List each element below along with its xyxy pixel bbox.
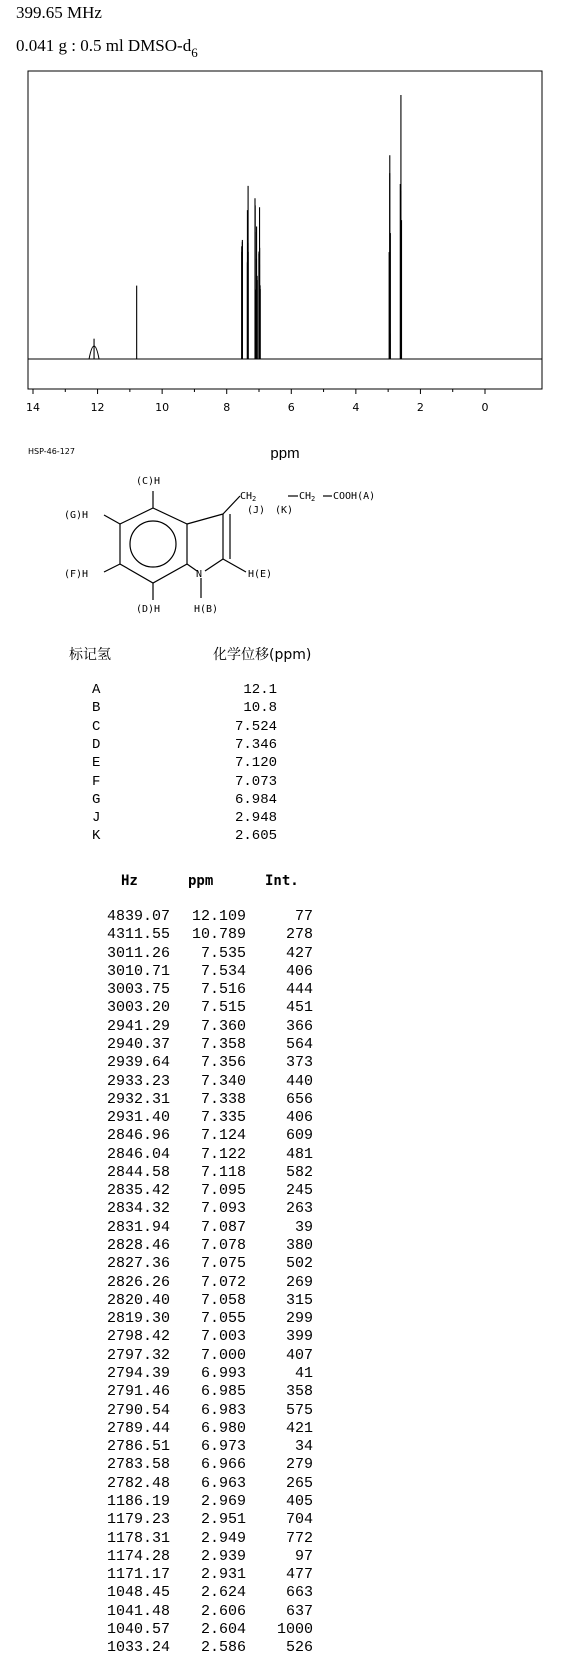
peak-int: 405	[285, 1492, 313, 1510]
peak-ppm: 6.966	[200, 1456, 246, 1474]
nmr-spectrum-chart	[0, 60, 570, 460]
peak-ppm: 6.973	[200, 1438, 246, 1456]
peak-row	[0, 1475, 570, 1493]
peak-int: 34	[294, 1438, 313, 1456]
peak-hz: 2846.96	[106, 1127, 170, 1145]
peak-header-hz: Hz	[121, 873, 138, 889]
peak-row	[0, 1511, 570, 1529]
peak-int: 637	[285, 1602, 313, 1620]
benzene-ring	[104, 491, 332, 600]
assignment-row	[0, 682, 570, 700]
peak-hz: 2782.48	[106, 1474, 170, 1492]
peak-ppm: 7.515	[200, 999, 246, 1017]
peak-int: 407	[285, 1346, 313, 1364]
peaks-layer	[89, 95, 401, 359]
peak-hz: 2941.29	[106, 1017, 170, 1035]
peak-ppm: 2.586	[200, 1639, 246, 1657]
peak-int: 451	[285, 999, 313, 1017]
peak-row	[0, 1127, 570, 1145]
peak-row	[0, 1328, 570, 1346]
peak-ppm: 2.951	[200, 1511, 246, 1529]
peak-row	[0, 1036, 570, 1054]
assignment-label: C	[92, 718, 101, 735]
peak-int: 373	[285, 1054, 313, 1072]
peak-row	[0, 1383, 570, 1401]
peak-hz: 2797.32	[106, 1346, 170, 1364]
peak-hz: 3003.75	[106, 981, 170, 999]
peak-int: 358	[285, 1383, 313, 1401]
peak-ppm: 2.969	[200, 1492, 246, 1510]
assignment-shift: 7.524	[234, 718, 277, 735]
peak-hz: 2931.40	[106, 1109, 170, 1127]
peak-row	[0, 1621, 570, 1639]
peak-ppm: 7.356	[200, 1054, 246, 1072]
peak-hz: 3010.71	[106, 962, 170, 980]
x-axis-label: ppm	[270, 445, 300, 460]
peak-row	[0, 981, 570, 999]
label-ch2-j: $CH_2$	[240, 491, 257, 503]
x-tick-label: 6	[287, 401, 295, 414]
peak-int: 265	[285, 1474, 313, 1492]
peak-int: 440	[285, 1072, 313, 1090]
peak-ppm: 7.000	[200, 1346, 246, 1364]
x-tick-label: 4	[352, 401, 360, 414]
assignment-label: E	[92, 755, 101, 772]
assignment-header-shift: 化学位移(ppm)	[213, 647, 312, 663]
molecular-structure	[60, 468, 390, 618]
label-h-b: H(B)	[194, 604, 219, 615]
peak-row	[0, 999, 570, 1017]
peak-int: 380	[285, 1237, 313, 1255]
assignment-label: D	[92, 736, 101, 753]
peak-int: 477	[285, 1566, 313, 1584]
peak-row	[0, 1073, 570, 1091]
assignment-label: B	[92, 700, 101, 717]
peak-ppm: 7.335	[200, 1109, 246, 1127]
peak-hz: 2790.54	[106, 1401, 170, 1419]
assignment-shift: 6.984	[234, 791, 277, 808]
peak-ppm: 7.087	[200, 1218, 246, 1236]
peak-int: 704	[285, 1511, 313, 1529]
x-tick-label: 10	[155, 401, 170, 414]
peak-ppm: 7.124	[200, 1127, 246, 1145]
peak-row	[0, 945, 570, 963]
peak-hz: 1041.48	[106, 1602, 170, 1620]
peak-ppm: 7.093	[200, 1200, 246, 1218]
peak-row	[0, 1274, 570, 1292]
peak-int: 582	[285, 1163, 313, 1181]
peak-ppm: 6.980	[200, 1419, 246, 1437]
assignment-row	[0, 810, 570, 828]
peak-row	[0, 1347, 570, 1365]
assignment-shift: 10.8	[243, 700, 277, 717]
peak-ppm: 6.963	[200, 1474, 246, 1492]
peak-hz: 2939.64	[106, 1054, 170, 1072]
peak-hz: 1179.23	[106, 1511, 170, 1529]
assignment-shift: 2.948	[234, 810, 277, 827]
x-tick-label: 0	[481, 401, 489, 414]
peak-int: 39	[294, 1218, 313, 1236]
assignment-shift: 7.120	[234, 755, 277, 772]
peak-int: 269	[285, 1273, 313, 1291]
peak-ppm: 7.078	[200, 1237, 246, 1255]
peak-hz: 1171.17	[106, 1566, 170, 1584]
peak-int: 575	[285, 1401, 313, 1419]
assignment-shift: 12.1	[243, 682, 277, 698]
peak-hz: 2828.46	[106, 1237, 170, 1255]
peak-hz: 2819.30	[106, 1310, 170, 1328]
peak-row	[0, 1255, 570, 1273]
peak-hz: 2932.31	[106, 1090, 170, 1108]
peak-ppm: 6.993	[200, 1365, 246, 1382]
peak-row	[0, 1566, 570, 1584]
peak-int: 97	[294, 1547, 313, 1565]
label-h-f: (F)H	[64, 569, 89, 580]
assignment-label: J	[92, 810, 101, 827]
peak-hz: 2783.58	[106, 1456, 170, 1474]
spectrum-code: HSP-46-127	[28, 447, 75, 456]
peak-row	[0, 1164, 570, 1182]
assignment-shift: 7.073	[234, 773, 277, 790]
peak-ppm: 7.003	[200, 1328, 246, 1346]
peak-hz: 2798.42	[106, 1328, 170, 1346]
peak-ppm: 2.606	[200, 1602, 246, 1620]
peak-ppm: 7.358	[200, 1035, 246, 1053]
label-cooh-a: COOH(A)	[333, 491, 376, 502]
x-tick-label: 8	[223, 401, 231, 414]
peak-int: 1000	[276, 1620, 313, 1638]
x-axis	[26, 389, 489, 414]
peak-ppm: 7.122	[200, 1145, 246, 1163]
peak-int: 278	[285, 926, 313, 944]
peak-int: 399	[285, 1328, 313, 1346]
peak-int: 609	[285, 1127, 313, 1145]
peak-hz: 2789.44	[106, 1419, 170, 1437]
peak-row	[0, 1292, 570, 1310]
peak-row	[0, 1146, 570, 1164]
peak-hz: 1033.24	[106, 1639, 170, 1657]
peak-hz: 2834.32	[106, 1200, 170, 1218]
peak-int: 406	[285, 962, 313, 980]
peak-ppm: 6.985	[200, 1383, 246, 1401]
peak-ppm: 7.075	[200, 1255, 246, 1273]
plot-frame	[28, 71, 542, 389]
peak-row	[0, 1639, 570, 1657]
peak-hz: 2940.37	[106, 1035, 170, 1053]
peak-row	[0, 1584, 570, 1602]
peak-hz: 1178.31	[106, 1529, 170, 1547]
peak-row	[0, 1219, 570, 1237]
assignment-row	[0, 700, 570, 718]
assignment-header-label: 标记氢	[69, 647, 111, 663]
peak-int: 564	[285, 1035, 313, 1053]
peak-int: 77	[294, 908, 313, 925]
peak-row	[0, 1456, 570, 1474]
peak-hz: 2786.51	[106, 1438, 170, 1456]
peak-ppm: 2.939	[200, 1547, 246, 1565]
peak-row	[0, 1310, 570, 1328]
assignment-shift: 2.605	[234, 828, 277, 845]
peak-hz: 1040.57	[106, 1620, 170, 1638]
assignment-row	[0, 828, 570, 846]
peak-ppm: 7.118	[200, 1163, 246, 1181]
peak-row	[0, 1603, 570, 1621]
peak-int: 263	[285, 1200, 313, 1218]
peak-ppm: 7.340	[200, 1072, 246, 1090]
peak-hz: 2835.42	[106, 1182, 170, 1200]
peak-int: 245	[285, 1182, 313, 1200]
peak-int: 656	[285, 1090, 313, 1108]
peak-row	[0, 1365, 570, 1383]
peak-int: 279	[285, 1456, 313, 1474]
peak-int: 366	[285, 1017, 313, 1035]
peak-int: 427	[285, 944, 313, 962]
assignment-label: A	[92, 682, 101, 698]
sample-prefix: 0.041 g : 0.5 ml DMSO-d	[16, 36, 192, 55]
peak-int: 526	[285, 1639, 313, 1657]
peak-hz: 3011.26	[106, 944, 170, 962]
peak-ppm: 7.360	[200, 1017, 246, 1035]
peak-ppm: 10.789	[191, 926, 246, 944]
label-k: (K)	[275, 505, 294, 516]
peak-int: 772	[285, 1529, 313, 1547]
peak-row	[0, 1548, 570, 1566]
peak-row	[0, 1109, 570, 1127]
peak-int: 315	[285, 1291, 313, 1309]
peak-hz: 1174.28	[106, 1547, 170, 1565]
peak-hz: 2820.40	[106, 1291, 170, 1309]
peak-hz: 2831.94	[106, 1218, 170, 1236]
peak-row	[0, 1420, 570, 1438]
peak-int: 421	[285, 1419, 313, 1437]
peak-row	[0, 1018, 570, 1036]
peak-hz: 1048.45	[106, 1584, 170, 1602]
peak-header-int: Int.	[265, 873, 299, 889]
peak-int: 663	[285, 1584, 313, 1602]
peak-hz: 2844.58	[106, 1163, 170, 1181]
label-ch2-k: $CH_2$	[299, 491, 316, 503]
peak-row	[0, 926, 570, 944]
peak-hz: 2791.46	[106, 1383, 170, 1401]
peak-hz: 3003.20	[106, 999, 170, 1017]
peak-ppm: 2.604	[200, 1620, 246, 1638]
peak-ppm: 7.535	[200, 944, 246, 962]
peak-hz: 2826.26	[106, 1273, 170, 1291]
assignment-label: G	[92, 791, 101, 808]
peak-ppm: 7.072	[200, 1273, 246, 1291]
assignment-row	[0, 719, 570, 737]
peak-hz: 4311.55	[106, 926, 170, 944]
peak-row	[0, 1438, 570, 1456]
peak-int: 406	[285, 1109, 313, 1127]
label-h-e: H(E)	[248, 569, 273, 580]
peak-hz: 2794.39	[106, 1365, 170, 1382]
peak-hz: 2827.36	[106, 1255, 170, 1273]
peak-row	[0, 1402, 570, 1420]
peak-row	[0, 908, 570, 926]
x-tick-label: 14	[26, 401, 40, 414]
peak-int: 481	[285, 1145, 313, 1163]
label-h-g: (G)H	[64, 510, 89, 521]
peak-int: 299	[285, 1310, 313, 1328]
assignment-row	[0, 755, 570, 773]
peak-ppm: 12.109	[191, 908, 246, 925]
peak-ppm: 2.624	[200, 1584, 246, 1602]
peak-row	[0, 1200, 570, 1218]
peak-ppm: 2.949	[200, 1529, 246, 1547]
peak-ppm: 7.516	[200, 981, 246, 999]
x-tick-label: 12	[90, 401, 105, 414]
label-nitrogen: N	[196, 569, 203, 580]
peak-hz: 4839.07	[106, 908, 170, 925]
peak-row	[0, 1054, 570, 1072]
peak-hz: 2933.23	[106, 1072, 170, 1090]
peak-row	[0, 1182, 570, 1200]
peak-ppm: 7.058	[200, 1291, 246, 1309]
peak-ppm: 7.534	[200, 962, 246, 980]
label-h-c: (C)H	[136, 476, 161, 487]
peak-header-ppm: ppm	[188, 873, 214, 889]
sample-subscript: 6	[191, 45, 198, 60]
sample-description	[16, 36, 198, 61]
peak-ppm: 6.983	[200, 1401, 246, 1419]
peak-ppm: 7.095	[200, 1182, 246, 1200]
spectrometer-frequency: 399.65 MHz	[16, 3, 102, 22]
x-tick-label: 2	[416, 401, 424, 414]
assignment-shift: 7.346	[234, 736, 277, 753]
assignment-row	[0, 737, 570, 755]
peak-hz: 1186.19	[106, 1492, 170, 1510]
peak-ppm: 7.338	[200, 1090, 246, 1108]
label-j: (J)	[247, 505, 266, 516]
peak-row	[0, 1530, 570, 1548]
peak-int: 502	[285, 1255, 313, 1273]
peak-row	[0, 1237, 570, 1255]
peak-int: 444	[285, 981, 313, 999]
assignment-label: F	[92, 773, 101, 790]
peak-hz: 2846.04	[106, 1145, 170, 1163]
assignment-row	[0, 774, 570, 792]
peak-row	[0, 963, 570, 981]
peak-int: 41	[294, 1365, 313, 1382]
label-h-d: (D)H	[136, 604, 161, 615]
peak-ppm: 7.055	[200, 1310, 246, 1328]
peak-row	[0, 1091, 570, 1109]
peak-ppm: 2.931	[200, 1566, 246, 1584]
peak-row	[0, 1493, 570, 1511]
assignment-row	[0, 792, 570, 810]
assignment-label: K	[92, 828, 101, 845]
